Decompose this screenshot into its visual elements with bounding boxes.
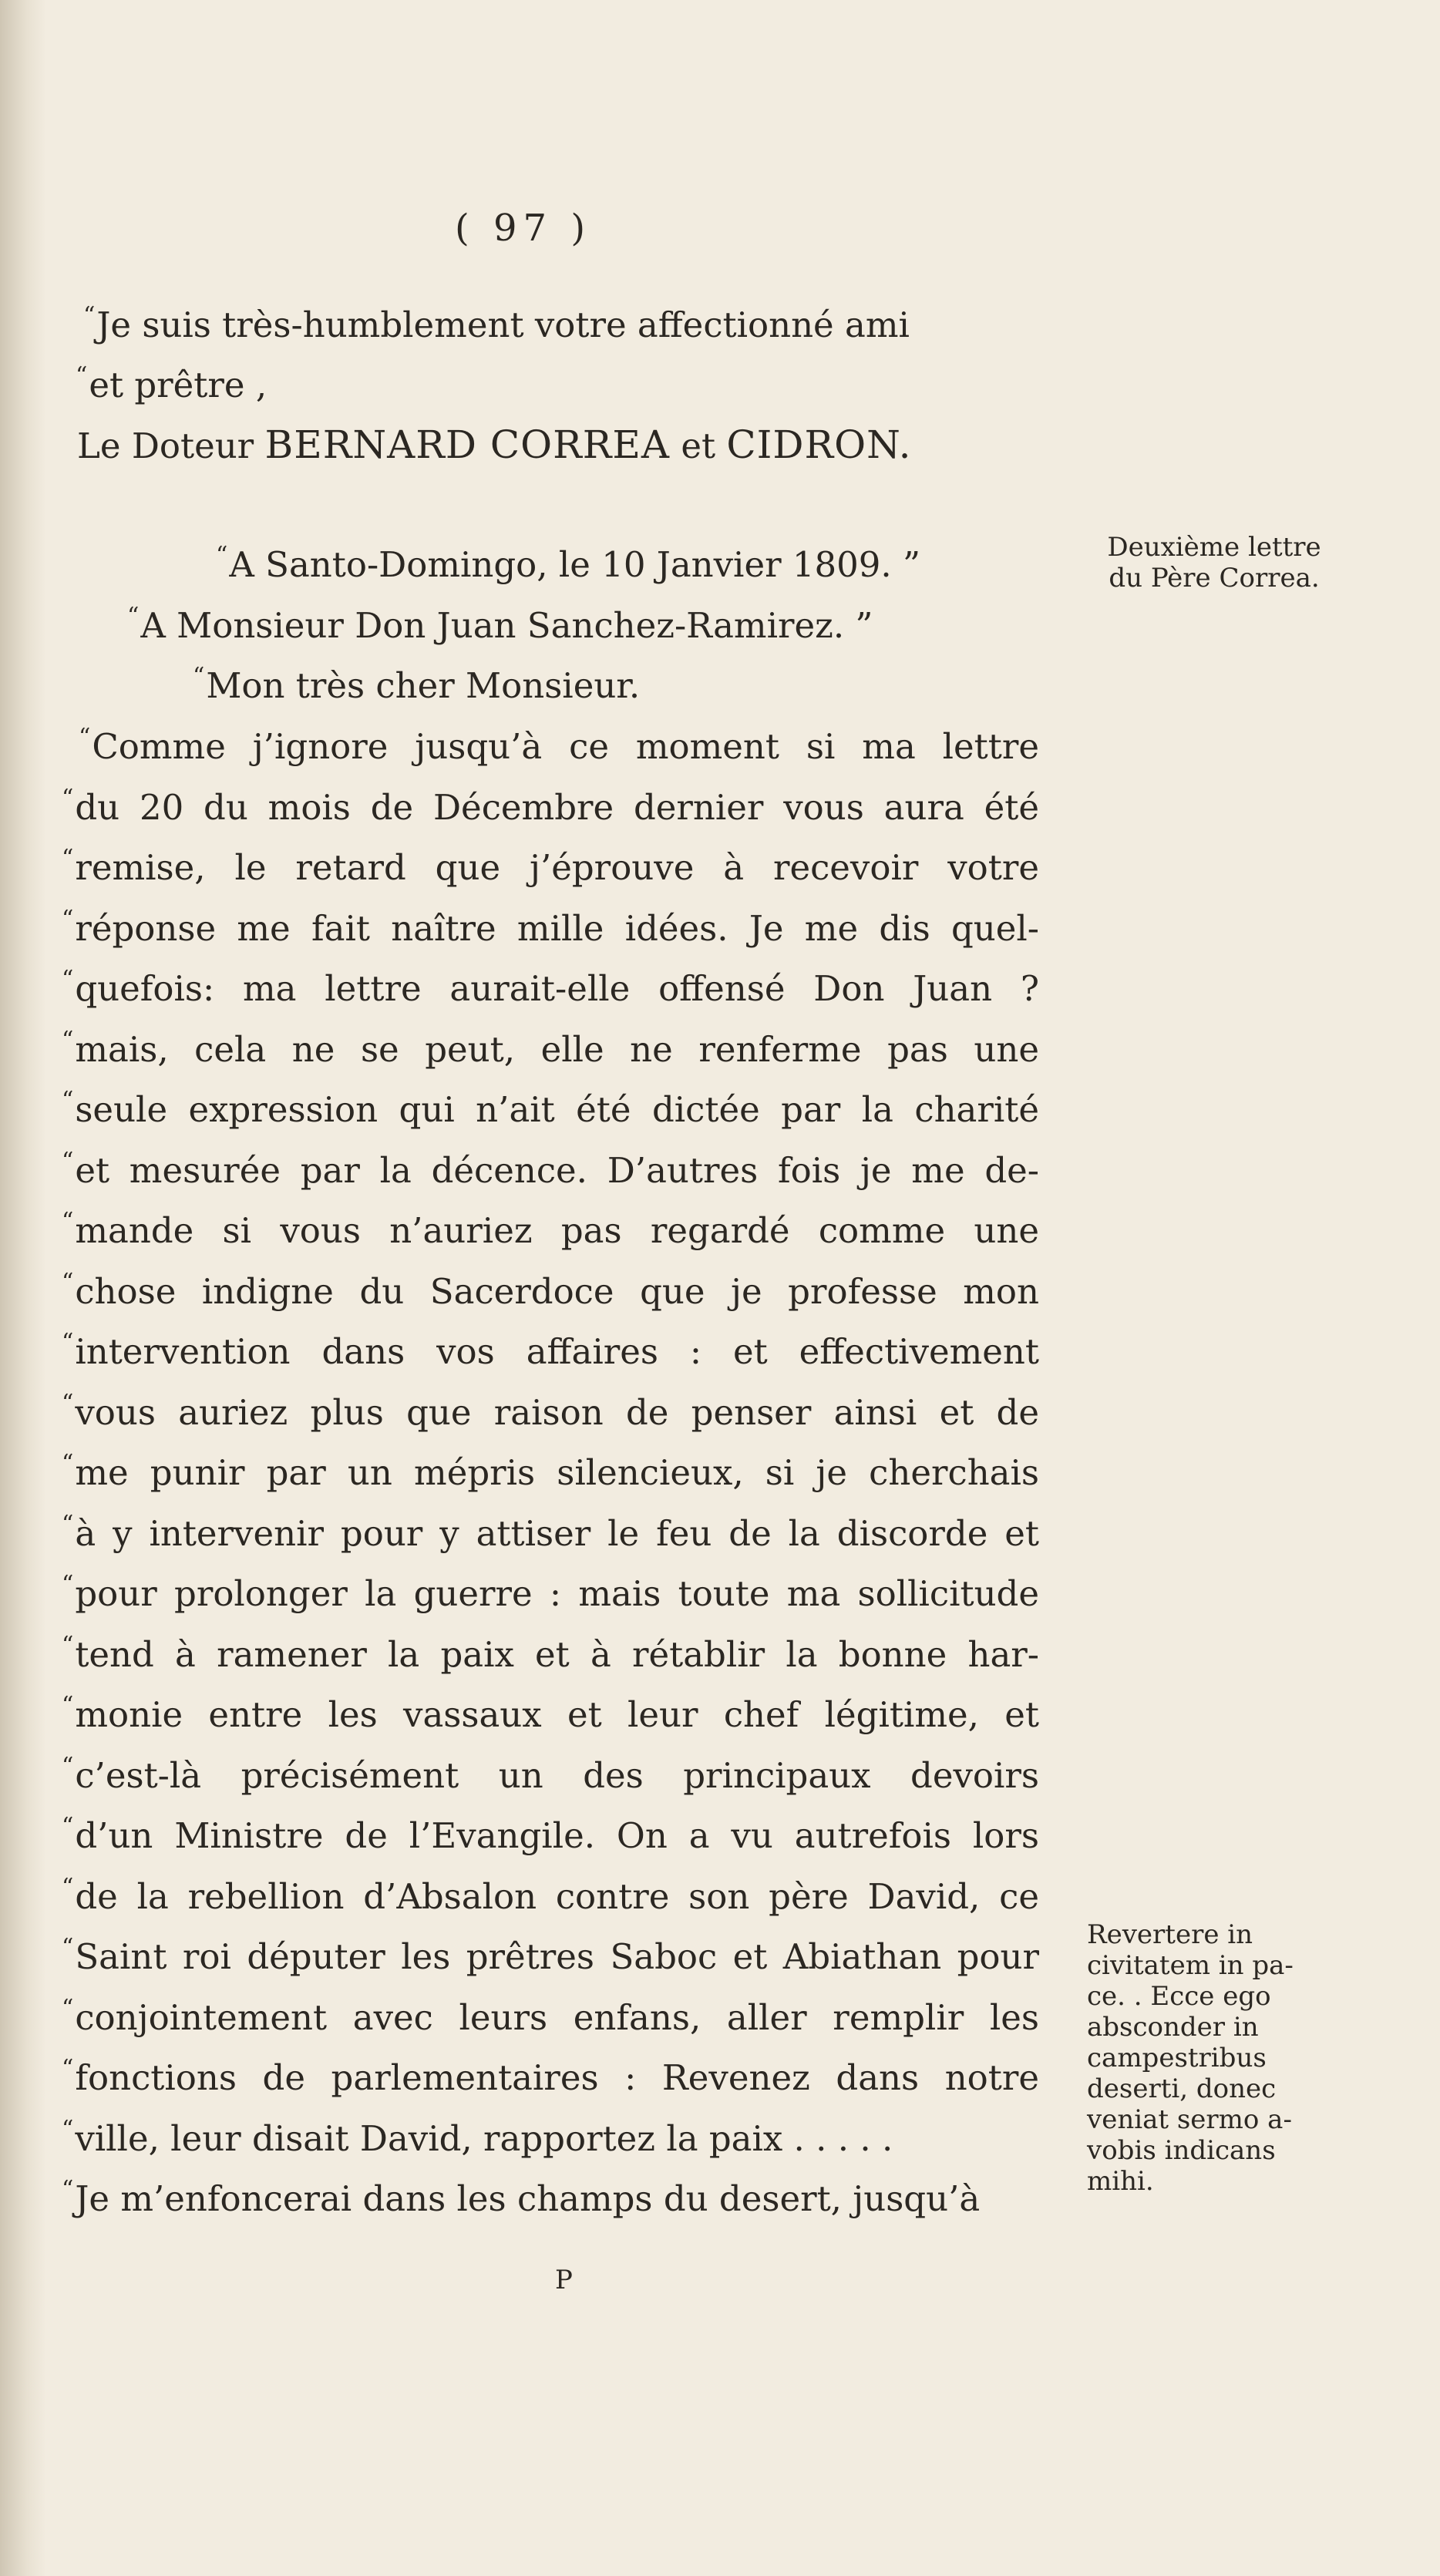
body-line bbox=[62, 1571, 1039, 1614]
quote-mark: “ bbox=[62, 1147, 74, 1175]
quote-mark: “ bbox=[62, 905, 74, 933]
body-line bbox=[79, 724, 1039, 767]
quote-mark: “ bbox=[62, 1571, 74, 1598]
body-line-text: Comme j’ignore jusqu’à ce moment si ma lettre bbox=[92, 726, 1039, 767]
quote-mark: “ bbox=[62, 1994, 74, 2022]
quote-mark: “ bbox=[62, 784, 74, 812]
margin-note-line: ce. . Ecce ego bbox=[1087, 1981, 1271, 2012]
body-line-text: tend à ramener la paix et à rétablir la bonne har- bbox=[75, 1633, 1039, 1675]
quote-mark: “ bbox=[62, 2115, 74, 2143]
body-line-text: c’est-là précisément un des principaux devoirs bbox=[75, 1754, 1039, 1796]
body-line bbox=[62, 1692, 1039, 1735]
margin-note-line: campestribus bbox=[1087, 2043, 1267, 2073]
body-line-text: du 20 du mois de Décembre dernier vous aura été bbox=[75, 786, 1039, 828]
body-line-text: Saint roi députer les prêtres Saboc et Abiathan pour bbox=[75, 1936, 1039, 1977]
quote-mark: “ bbox=[62, 1692, 74, 1719]
quote-mark: “ bbox=[62, 1329, 74, 1356]
quote-mark: “ bbox=[62, 1934, 74, 1961]
body-line-text: vous auriez plus que raison de penser ainsi et de bbox=[75, 1391, 1039, 1433]
body-line-text: me punir par un mépris silencieux, si je cherchais bbox=[75, 1452, 1039, 1493]
quote-mark: “ bbox=[62, 1752, 74, 1780]
letter-date: A Santo-Domingo, le 10 Janvier 1809. ” bbox=[229, 544, 921, 585]
body-line bbox=[62, 1087, 1039, 1130]
body-line bbox=[62, 1208, 1039, 1251]
letter-salutation-line bbox=[193, 663, 1156, 706]
body-line bbox=[62, 1148, 1039, 1191]
signature-name-2: CIDRON. bbox=[726, 422, 912, 467]
page-gutter-shadow bbox=[0, 0, 46, 2576]
body-line-text: d’un Ministre de l’Evangile. On a vu autrefois lors bbox=[75, 1815, 1039, 1856]
quote-mark: “ bbox=[62, 2055, 74, 2082]
closing-line bbox=[83, 302, 1047, 345]
quote-mark: “ bbox=[62, 2176, 74, 2203]
margin-note-line: absconder in bbox=[1087, 2012, 1259, 2043]
body-line bbox=[62, 2176, 1039, 2219]
quote-mark: “ bbox=[62, 1268, 74, 1296]
quote-mark: “ bbox=[76, 362, 88, 389]
signature-conj: et bbox=[681, 425, 716, 466]
body-line bbox=[62, 845, 1039, 888]
body-line-text: seule expression qui n’ait été dictée par la charité bbox=[75, 1089, 1039, 1130]
quote-mark: “ bbox=[127, 603, 140, 630]
body-line-text: fonctions de parlementaires : Revenez dans notre bbox=[75, 2057, 1039, 2098]
quote-mark: “ bbox=[62, 1389, 74, 1417]
quote-mark: “ bbox=[79, 724, 91, 751]
quote-mark: “ bbox=[62, 845, 74, 872]
letter-salutation: Mon très cher Monsieur. bbox=[206, 665, 641, 706]
body-line bbox=[62, 1450, 1039, 1493]
body-line bbox=[62, 1813, 1039, 1856]
body-line bbox=[62, 1995, 1039, 2038]
signature-name-1: BERNARD CORREA bbox=[264, 422, 671, 467]
quote-mark: “ bbox=[62, 966, 74, 993]
margin-note-line: mihi. bbox=[1087, 2166, 1154, 2197]
page-number: ( 97 ) bbox=[455, 207, 592, 250]
quote-mark: “ bbox=[62, 1510, 74, 1538]
body-line-text: mande si vous n’auriez pas regardé comme une bbox=[75, 1210, 1039, 1251]
body-line bbox=[62, 1390, 1039, 1433]
closing-line bbox=[76, 362, 1039, 405]
quote-mark: “ bbox=[216, 542, 228, 569]
margin-note-line: Deuxième lettre bbox=[1107, 532, 1321, 563]
signature bbox=[77, 422, 1041, 467]
body-line-text: ville, leur disait David, rapportez la paix . . . . . bbox=[75, 2117, 893, 2159]
body-line-text: monie entre les vassaux et leur chef légitime, et bbox=[75, 1694, 1039, 1735]
body-line-text: réponse me fait naître mille idées. Je me dis quel- bbox=[75, 907, 1039, 949]
body-line bbox=[62, 1753, 1039, 1796]
body-line-text: remise, le retard que j’éprouve à recevoir votre bbox=[75, 847, 1039, 888]
quote-mark: “ bbox=[62, 1873, 74, 1901]
quote-mark: “ bbox=[62, 1087, 74, 1114]
margin-note-line: Revertere in bbox=[1087, 1919, 1253, 1950]
letter-address-line bbox=[127, 603, 1091, 646]
closing-text: et prêtre , bbox=[89, 365, 267, 405]
body-line bbox=[62, 1934, 1039, 1977]
closing-text: Je suis très-humblement votre affectionné ami bbox=[96, 304, 910, 345]
body-line-text: Je m’enfoncerai dans les champs du desert, jusqu’à bbox=[75, 2178, 981, 2219]
quote-mark: “ bbox=[62, 1450, 74, 1477]
body-line bbox=[62, 1511, 1039, 1554]
body-line bbox=[62, 2116, 1039, 2159]
margin-note-line: vobis indicans bbox=[1087, 2135, 1276, 2166]
body-line-text: intervention dans vos affaires : et effectivement bbox=[75, 1331, 1039, 1372]
body-line bbox=[62, 1632, 1039, 1675]
body-line-text: quefois: ma lettre aurait-elle offensé Don Juan ? bbox=[75, 968, 1039, 1009]
body-line-text: chose indigne du Sacerdoce que je professe mon bbox=[75, 1270, 1039, 1312]
body-line-text: mais, cela ne se peut, elle ne renferme pas une bbox=[75, 1028, 1039, 1070]
body-line-text: pour prolonger la guerre : mais toute ma sollicitude bbox=[75, 1573, 1039, 1614]
body-line-text: à y intervenir pour y attiser le feu de la discorde et bbox=[75, 1512, 1039, 1554]
body-line bbox=[62, 1329, 1039, 1372]
margin-note-line: du Père Correa. bbox=[1109, 563, 1320, 594]
quote-mark: “ bbox=[62, 1026, 74, 1054]
margin-note-second-letter bbox=[1087, 532, 1341, 594]
body-line bbox=[62, 785, 1039, 828]
margin-note-line: civitatem in pa- bbox=[1087, 1950, 1294, 1981]
body-line bbox=[62, 906, 1039, 949]
quote-mark: “ bbox=[62, 1631, 74, 1659]
signature-prefix: Le Doteur bbox=[77, 425, 254, 466]
body-line bbox=[62, 1027, 1039, 1070]
quote-mark: “ bbox=[83, 302, 96, 329]
margin-note-line: deserti, donec bbox=[1087, 2073, 1277, 2104]
letter-address: A Monsieur Don Juan Sanchez-Ramirez. ” bbox=[140, 605, 873, 646]
quote-mark: “ bbox=[62, 1813, 74, 1840]
body-line-text: conjointement avec leurs enfans, aller remplir les bbox=[75, 1996, 1039, 2038]
body-line bbox=[62, 1269, 1039, 1312]
signature-mark: P bbox=[555, 2265, 573, 2295]
body-line bbox=[62, 2055, 1039, 2098]
body-line bbox=[62, 966, 1039, 1009]
margin-note-latin bbox=[1087, 1919, 1349, 2197]
quote-mark: “ bbox=[62, 1208, 74, 1235]
letter-date-line bbox=[216, 542, 1179, 585]
margin-note-line: veniat sermo a- bbox=[1087, 2104, 1292, 2135]
quote-mark: “ bbox=[193, 663, 205, 690]
body-line-text: et mesurée par la décence. D’autres fois je me de- bbox=[75, 1149, 1039, 1191]
body-line bbox=[62, 1874, 1039, 1917]
body-line-text: de la rebellion d’Absalon contre son père David, ce bbox=[75, 1875, 1039, 1917]
